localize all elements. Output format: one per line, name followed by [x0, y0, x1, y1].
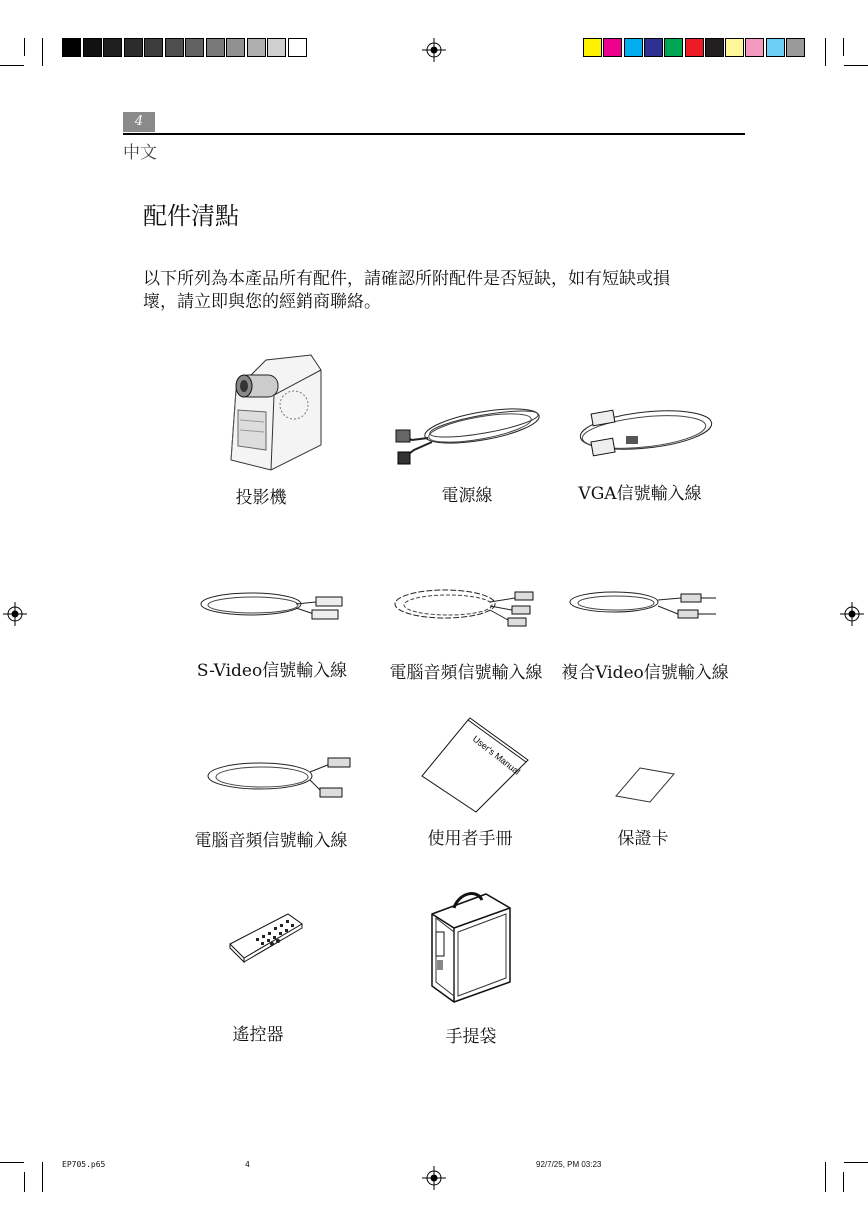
accessory-label: 手提袋	[445, 1027, 497, 1047]
power-cord-icon	[392, 398, 544, 468]
color-swatch	[766, 38, 785, 57]
manual-icon	[420, 718, 530, 814]
color-swatch	[644, 38, 663, 57]
page-number-badge: 4	[123, 112, 155, 132]
carrying-case-icon	[424, 886, 514, 1004]
color-swatch	[267, 38, 286, 57]
accessory-label: S-Video信號輸入線	[196, 661, 348, 681]
color-swatch	[206, 38, 225, 57]
accessory-label: 使用者手冊	[427, 829, 513, 849]
accessory-label: 電源線	[441, 486, 493, 506]
color-swatch	[725, 38, 744, 57]
color-swatch	[165, 38, 184, 57]
registration-mark-bottom	[422, 1166, 446, 1190]
footer-timestamp: 92/7/25, PM 03:23	[536, 1160, 602, 1169]
accessory-label: 投影機	[235, 488, 287, 508]
color-swatch	[226, 38, 245, 57]
accessory-label: 電腦音頻信號輸入線	[194, 831, 348, 851]
header-rule	[123, 133, 745, 135]
accessory-label: 保證卡	[617, 829, 669, 849]
composite-cable-icon	[566, 586, 726, 626]
audio-cable-icon	[202, 752, 358, 804]
registration-mark-right	[840, 602, 864, 626]
registration-mark-top	[422, 38, 446, 62]
accessory-label: 電腦音頻信號輸入線	[389, 663, 543, 683]
footer-page: 4	[245, 1160, 250, 1169]
svideo-cable-icon	[196, 586, 356, 626]
color-swatch	[83, 38, 102, 57]
accessory-label: 複合Video信號輸入線	[561, 663, 729, 683]
manual-cover-text: User's Manual	[470, 733, 523, 777]
color-swatch	[786, 38, 805, 57]
warranty-card-icon	[614, 766, 676, 804]
color-swatch	[185, 38, 204, 57]
intro-paragraph: 以下所列為本產品所有配件，請確認所附配件是否短缺，如有短缺或損壞，請立即與您的經銷商聯絡。	[143, 269, 670, 312]
registration-mark-left	[3, 602, 27, 626]
color-swatch	[288, 38, 307, 57]
color-swatch	[603, 38, 622, 57]
color-swatch	[685, 38, 704, 57]
color-swatch	[705, 38, 724, 57]
page-title: 配件清點	[143, 202, 239, 230]
color-swatch	[62, 38, 81, 57]
color-swatch	[624, 38, 643, 57]
vga-cable-icon	[566, 402, 716, 468]
audio-cable-icon	[390, 580, 550, 632]
color-swatch	[247, 38, 266, 57]
color-swatch	[144, 38, 163, 57]
color-swatch	[124, 38, 143, 57]
color-swatch	[745, 38, 764, 57]
accessory-label: 遙控器	[232, 1025, 284, 1045]
color-swatch	[664, 38, 683, 57]
color-swatch	[583, 38, 602, 57]
color-swatch	[103, 38, 122, 57]
accessory-label: VGA信號輸入線	[578, 484, 702, 504]
footer-filename: EP705.p65	[62, 1160, 106, 1169]
language-label: 中文	[123, 143, 157, 163]
remote-icon	[228, 910, 304, 964]
projector-icon	[226, 350, 326, 475]
